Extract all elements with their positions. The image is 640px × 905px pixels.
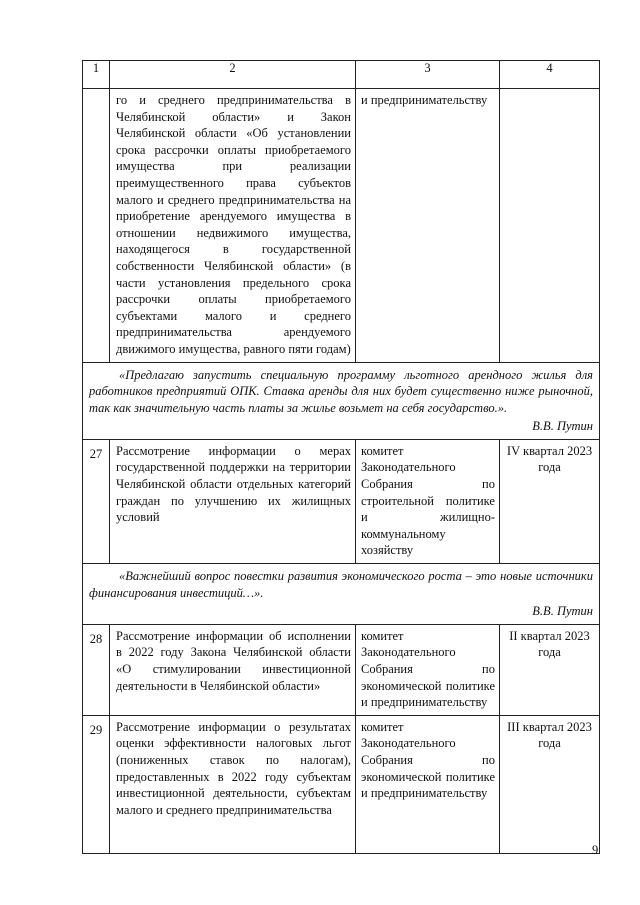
row-period-27: IV квартал 2023 года	[500, 439, 600, 563]
row-period-28: II квартал 2023 года	[500, 624, 600, 715]
row-number-27: 27	[83, 439, 110, 563]
header-col-3: 3	[356, 61, 500, 89]
quote-text-2: «Важнейший вопрос повестки развития экономического роста – это новые источники финансирования инвестиций…».	[89, 569, 593, 600]
row-responsible-28: комитет Законодательного Собрания по экономической политике и предпринимательству	[356, 624, 500, 715]
quote-cell-1	[83, 362, 600, 439]
row-description-27: Рассмотрение информации о мерах государственной поддержки на территории Челябинской области отдельных категорий граждан по улучшению их жилищных условий	[110, 439, 356, 563]
header-col-1: 1	[83, 61, 110, 89]
table-row-27	[83, 439, 600, 563]
table-row-continuation	[83, 89, 600, 363]
header-col-4: 4	[500, 61, 600, 89]
header-col-2: 2	[110, 61, 356, 89]
row-period-29: III квартал 2023 года	[500, 715, 600, 853]
row-responsible: и предпринимательству	[356, 89, 500, 363]
quote-cell-2	[83, 564, 600, 625]
table-header-row	[83, 61, 600, 89]
quote-row-1	[83, 362, 600, 439]
row-responsible-27: комитет Законодательного Собрания по строительной политике и жилищно-коммунальному хозяйству	[356, 439, 500, 563]
row-description-29: Рассмотрение информации о результатах оценки эффективности налоговых льгот (пониженных ставок по налогам), предоставленных в 2022 году субъектам инвестиционной деятельности, субъектам малого и среднего предпринимательства	[110, 715, 356, 853]
row-number-29: 29	[83, 715, 110, 853]
row-responsible-29: комитет Законодательного Собрания по экономической политике и предпринимательству	[356, 715, 500, 853]
quote-author-2: В.В. Путин	[532, 604, 593, 619]
row-description: го и среднего предпринимательства в Челябинской области» и Закон Челябинской области «Об установлении срока рассрочки оплаты приобретаемого имущества при реализации преимущественного права субъектов малого и среднего предпринимательства на приобретение арендуемого имущества в отношении недвижимого имущества, находящегося в государственной собственности Челябинской области» (в части установления предельного срока рассрочки оплаты приобретаемого субъектами малого и среднего предпринимательства арендуемого движимого имущества, равного пяти годам)	[110, 89, 356, 363]
row-number-empty	[83, 89, 110, 363]
plan-table	[82, 60, 600, 854]
table-row-28	[83, 624, 600, 715]
row-period-empty	[500, 89, 600, 363]
quote-row-2	[83, 564, 600, 625]
table-row-29	[83, 715, 600, 853]
row-description-28: Рассмотрение информации об исполнении в 2022 году Закона Челябинской области «О стимулировании инвестиционной деятельности в Челябинской области»	[110, 624, 356, 715]
page-number: 9	[592, 843, 599, 857]
row-number-28: 28	[83, 624, 110, 715]
quote-text-1: «Предлагаю запустить специальную программу льготного арендного жилья для работников предприятий ОПК. Ставка аренды для них будет существенно ниже рыночной, так как значительную часть платы за жилье возьмет на себя государство.».	[89, 367, 593, 415]
quote-author-1: В.В. Путин	[532, 419, 593, 434]
